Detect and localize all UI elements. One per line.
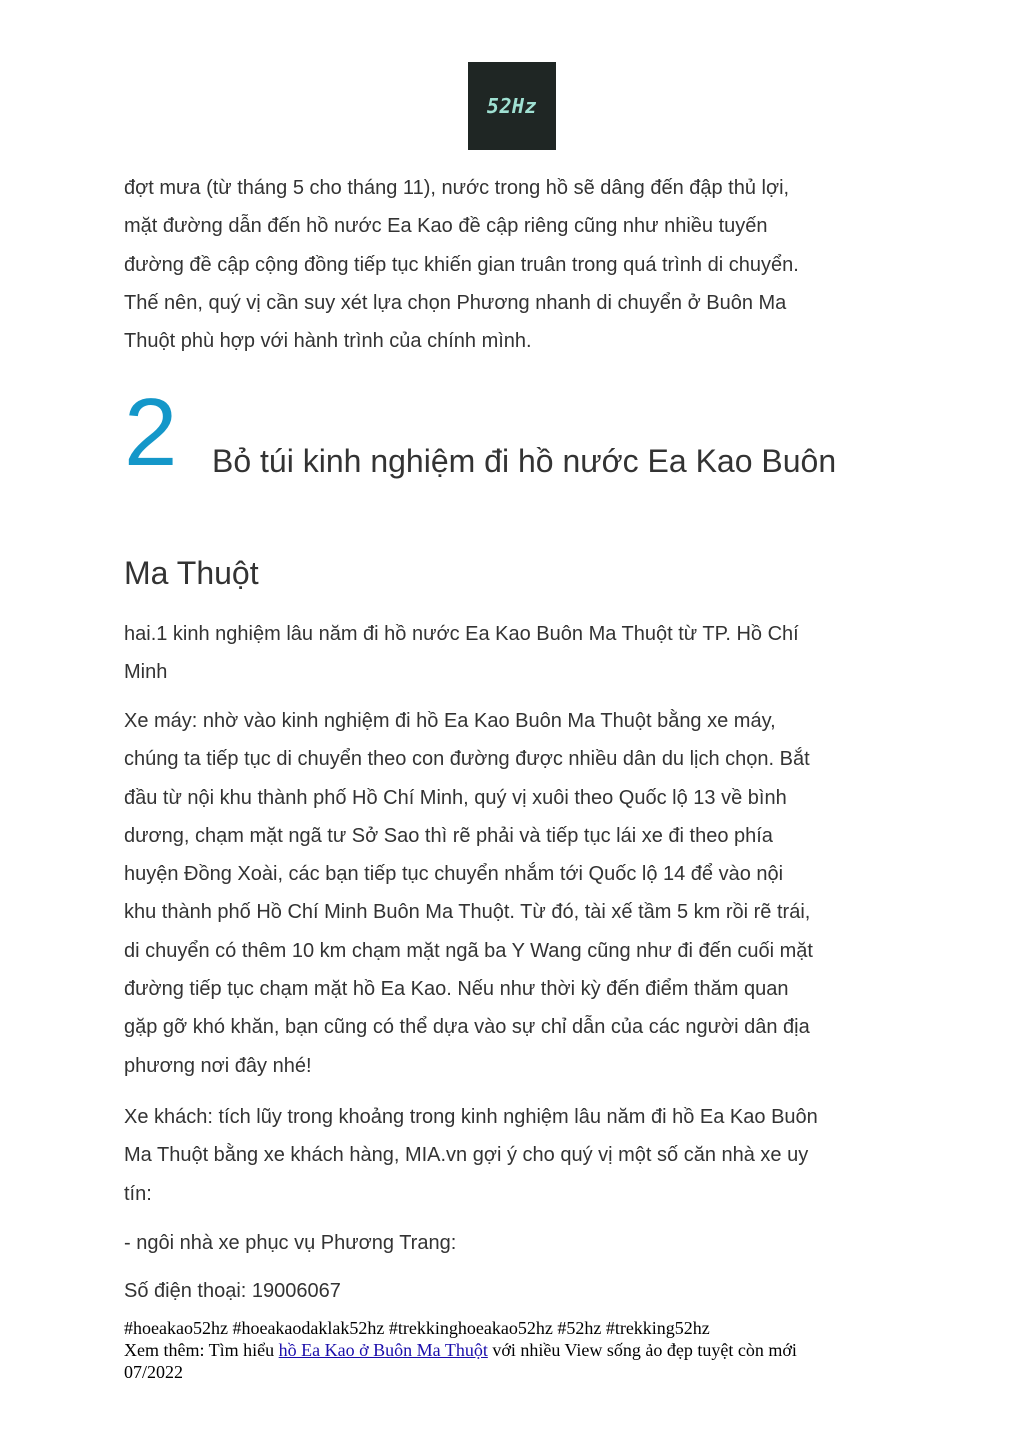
bus-company <box>124 1224 914 1262</box>
motorbike-line: đường tiếp tục chạm mặt hồ Ea Kao. Nếu như thời kỳ đến điểm thăm quan <box>124 978 789 1001</box>
bus-line: Ma Thuột bằng xe khách hàng, MIA.vn gợi ý cho quý vị một số căn nhà xe uy <box>124 1144 809 1167</box>
footer-date: 07/2022 <box>124 1362 184 1382</box>
hashtags: #hoeakao52hz #hoeakaodaklak52hz #trekkinghoeakao52hz #52hz #trekking52hz <box>124 1318 710 1338</box>
motorbike-line: di chuyển có thêm 10 km chạm mặt ngã ba Y Wang cũng như đi đến cuối mặt <box>124 939 813 962</box>
phone-line: Số điện thoại: 19006067 <box>124 1280 341 1302</box>
subsection-paragraph <box>124 615 914 692</box>
motorbike-line: đầu từ nội khu thành phố Hồ Chí Minh, quý vị xuôi theo Quốc lộ 13 về bình <box>124 786 787 809</box>
see-more-link[interactable]: hồ Ea Kao ở Buôn Ma Thuột <box>278 1340 488 1360</box>
section-number: 2 <box>124 379 178 486</box>
footer <box>124 1317 914 1383</box>
motorbike-line: huyện Đồng Xoài, các bạn tiếp tục chuyển nhắm tới Quốc lộ 14 để vào nội <box>124 863 784 886</box>
motorbike-line: phương nơi đây nhé! <box>124 1054 312 1077</box>
intro-line: Thuột phù hợp với hành trình của chính mình. <box>124 330 532 353</box>
intro-line: mặt đường dẫn đến hồ nước Ea Kao đề cập riêng cũng như nhiều tuyến <box>124 215 768 238</box>
intro-paragraph <box>124 169 914 360</box>
motorbike-line: dương, chạm mặt ngã tư Sở Sao thì rẽ phải và tiếp tục lái xe đi theo phía <box>124 824 773 847</box>
subsection-line: Minh <box>124 661 168 684</box>
intro-line: đường đề cập cộng đồng tiếp tục khiến gian truân trong quá trình di chuyển. <box>124 253 799 276</box>
motorbike-line: khu thành phố Hồ Chí Minh Buôn Ma Thuột. Từ đó, tài xế tầm 5 km rồi rẽ trái, <box>124 901 811 924</box>
section-title-line2: Ma Thuột <box>124 555 259 591</box>
phone-number <box>124 1272 914 1310</box>
bus-line: tín: <box>124 1182 152 1205</box>
bus-company-line: - ngôi nhà xe phục vụ Phương Trang: <box>124 1232 457 1254</box>
intro-line: đợt mưa (từ tháng 5 cho tháng 11), nước trong hồ sẽ dâng đến đập thủ lợi, <box>124 177 790 199</box>
intro-line: Thế nên, quý vị cần suy xét lựa chọn Phương nhanh di chuyển ở Buôn Ma <box>124 291 787 314</box>
bus-line: Xe khách: tích lũy trong khoảng trong kinh nghiệm lâu năm đi hồ Ea Kao Buôn <box>124 1106 818 1128</box>
see-more-line <box>124 1339 914 1361</box>
motorbike-line: chúng ta tiếp tục di chuyển theo con đường được nhiều dân du lịch chọn. Bắt <box>124 748 810 771</box>
subsection-line: hai.1 kinh nghiệm lâu năm đi hồ nước Ea Kao Buôn Ma Thuột từ TP. Hồ Chí <box>124 623 799 645</box>
logo <box>468 62 556 150</box>
see-more-prefix: Xem thêm: Tìm hiểu <box>124 1340 279 1360</box>
see-more-suffix: với nhiều View sống ảo đẹp tuyệt còn mới <box>487 1340 797 1360</box>
motorbike-line: Xe máy: nhờ vào kinh nghiệm đi hồ Ea Kao Buôn Ma Thuột bằng xe máy, <box>124 710 776 732</box>
motorbike-line: gặp gỡ khó khăn, bạn cũng có thể dựa vào sự chỉ dẫn của các người dân địa <box>124 1016 810 1039</box>
bus-paragraph <box>124 1098 914 1213</box>
section-title-line1: Bỏ túi kinh nghiệm đi hồ nước Ea Kao Buôn <box>212 443 837 479</box>
logo-text: 52Hz <box>486 94 538 118</box>
motorbike-paragraph <box>124 702 914 1085</box>
